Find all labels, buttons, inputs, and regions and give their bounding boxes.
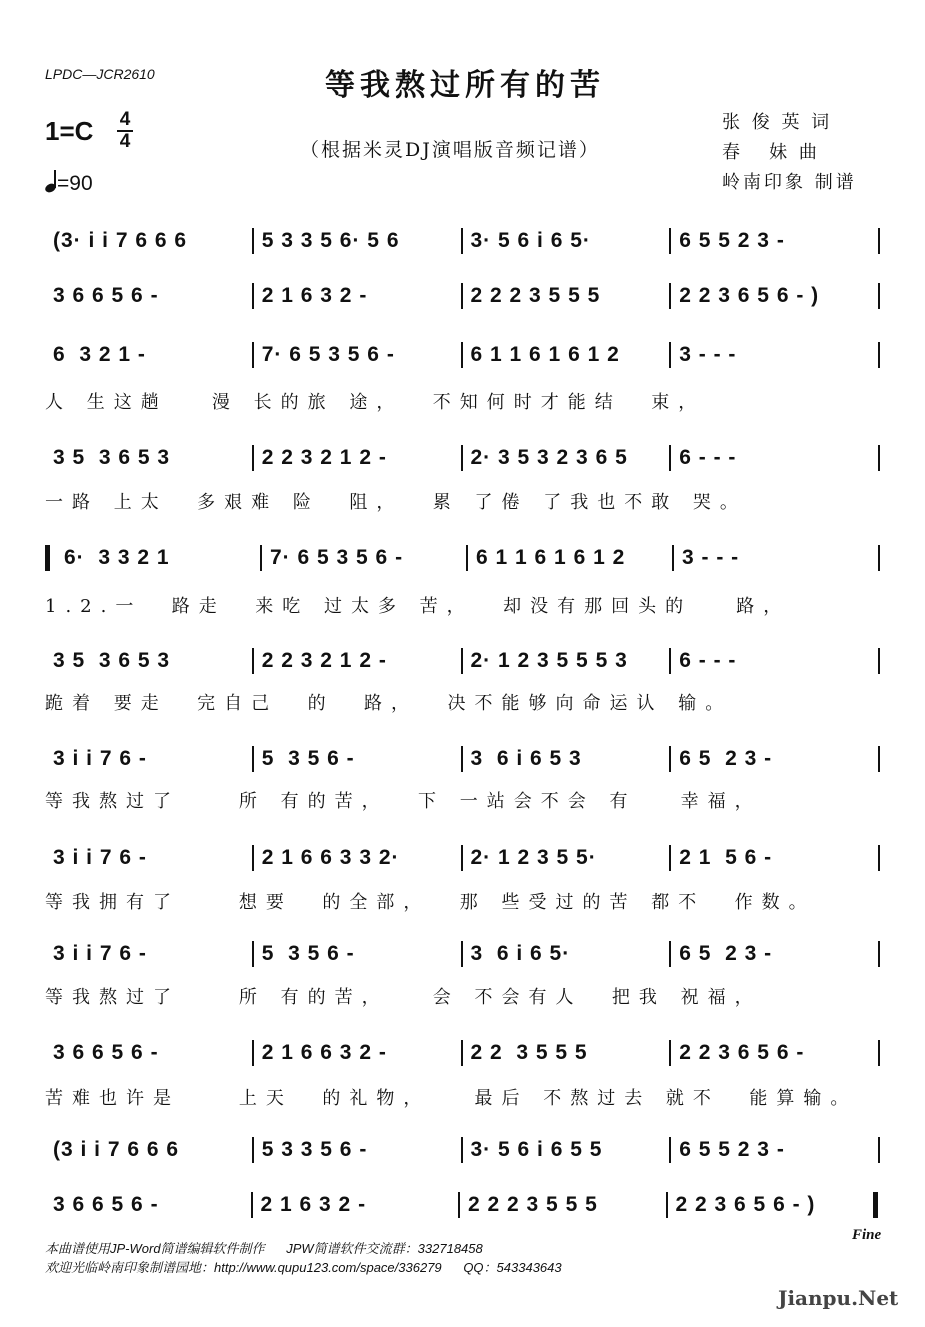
measure: 6 - - - bbox=[679, 446, 737, 469]
time-signature bbox=[117, 111, 133, 151]
measure: 3 - - - bbox=[679, 343, 737, 366]
music-row bbox=[45, 746, 880, 772]
lyric-line: 苦难也许是 上天 的礼物， 最后 不熬过去 就不 能算输。 bbox=[45, 1088, 858, 1109]
lyric-line: 人 生这趟 漫 长的旅 途， 不知何时才能结 束， bbox=[45, 392, 706, 413]
music-row bbox=[45, 648, 880, 674]
tempo-marking bbox=[45, 170, 93, 196]
music-row bbox=[45, 845, 880, 871]
lyric-line: 等我拥有了 想要 的全部， 那 些受过的苦 都不 作数。 bbox=[45, 892, 816, 913]
music-row bbox=[45, 1040, 880, 1066]
tempo-value: =90 bbox=[57, 172, 93, 195]
quarter-note-icon bbox=[45, 170, 57, 192]
measure: 6 1 1 6 1 6 1 2 bbox=[476, 546, 626, 569]
measure: 6 5 2 3 - bbox=[679, 747, 773, 770]
credits bbox=[722, 108, 857, 198]
measure: 3· 5 6 i 6 5 5 bbox=[470, 1138, 603, 1161]
measure: 3 5 3 6 5 3 bbox=[53, 446, 171, 469]
lyric-line: 等我熬过了 所 有的苦， 会 不会有人 把我 祝福， bbox=[45, 987, 762, 1008]
bar-line bbox=[878, 845, 880, 871]
song-subtitle: （根据米灵DJ演唱版音频记谱） bbox=[300, 139, 600, 161]
lyricist: 张 俊 英 词 bbox=[722, 112, 833, 133]
bar-line bbox=[878, 545, 880, 571]
score-code: LPDC—JCR2610 bbox=[45, 66, 155, 82]
measure: 6 5 2 3 - bbox=[679, 942, 773, 965]
key-signature: 1=C bbox=[45, 116, 94, 146]
measure: 2 2 3 6 5 6 - bbox=[679, 1041, 805, 1064]
measure: 2 2 3 6 5 6 - ) bbox=[679, 284, 820, 307]
music-row bbox=[45, 1192, 880, 1218]
bar-line bbox=[878, 941, 880, 967]
measure: 7· 6 5 3 5 6 - bbox=[270, 546, 404, 569]
measure: 6 5 5 2 3 - bbox=[679, 229, 785, 252]
measure: 3 i i 7 6 - bbox=[53, 942, 147, 965]
measure: 5 3 3 5 6· 5 6 bbox=[261, 229, 400, 252]
bar-line bbox=[878, 283, 880, 309]
measure: 3· 5 6 i 6 5· bbox=[470, 229, 591, 252]
measure: 5 3 5 6 - bbox=[261, 942, 355, 965]
measure: 5 3 3 5 6 - bbox=[261, 1138, 368, 1161]
measure: 2 1 6 3 2 - bbox=[260, 1193, 367, 1216]
bar-line bbox=[878, 445, 880, 471]
arranger: 岭南印象 制谱 bbox=[722, 172, 857, 193]
measure: 3 6 i 6 5· bbox=[470, 942, 571, 965]
composer: 春 妹 曲 bbox=[722, 142, 820, 163]
measure: 2 1 6 6 3 2 - bbox=[261, 1041, 387, 1064]
measure: 6 5 5 2 3 - bbox=[679, 1138, 785, 1161]
measure: 6 - - - bbox=[679, 649, 737, 672]
music-row bbox=[45, 1137, 880, 1163]
bar-line bbox=[878, 1040, 880, 1066]
measure: 3 - - - bbox=[682, 546, 740, 569]
measure: 6 1 1 6 1 6 1 2 bbox=[470, 343, 620, 366]
measure: 2 2 3 2 1 2 - bbox=[261, 649, 387, 672]
measure: 2 1 5 6 - bbox=[679, 846, 773, 869]
lyric-line: 跪着 要走 完自己 的 路， 决不能够向命运认 输。 bbox=[45, 693, 733, 714]
measure: 3 i i 7 6 - bbox=[53, 846, 147, 869]
footer-line: 本曲谱使用JP-Word简谱编辑软件制作 JPW简谱软件交流群：332718458 bbox=[45, 1241, 483, 1256]
music-row bbox=[45, 545, 880, 571]
measure: (3· i i 7 6 6 6 bbox=[53, 229, 188, 252]
measure: 3 i i 7 6 - bbox=[53, 747, 147, 770]
measure: 2 2 3 6 5 6 - ) bbox=[675, 1193, 816, 1216]
watermark: Jianpu.Net bbox=[778, 1286, 899, 1310]
measure: 6 3 2 1 - bbox=[53, 343, 146, 366]
measure: 3 6 6 5 6 - bbox=[53, 284, 159, 307]
measure: 3 5 3 6 5 3 bbox=[53, 649, 171, 672]
measure: 3 6 6 5 6 - bbox=[53, 1041, 159, 1064]
measure: 2· 1 2 3 5 5· bbox=[470, 846, 597, 869]
measure: 3 6 i 6 5 3 bbox=[470, 747, 582, 770]
measure: 2· 3 5 3 2 3 6 5 bbox=[470, 446, 628, 469]
measure: 2 1 6 6 3 3 2· bbox=[261, 846, 400, 869]
repeat-end bbox=[873, 1192, 880, 1218]
bar-line bbox=[878, 746, 880, 772]
measure: 5 3 5 6 - bbox=[261, 747, 355, 770]
fine-marking: Fine bbox=[852, 1227, 882, 1243]
measure: 2 2 2 3 5 5 5 bbox=[468, 1193, 598, 1216]
bar-line bbox=[878, 228, 880, 254]
measure: 2 2 3 2 1 2 - bbox=[261, 446, 387, 469]
bar-line bbox=[878, 1137, 880, 1163]
music-row bbox=[45, 228, 880, 254]
song-title: 等我熬过所有的苦 bbox=[325, 68, 605, 103]
repeat-start bbox=[45, 545, 52, 571]
measure: 2· 1 2 3 5 5 5 3 bbox=[470, 649, 628, 672]
music-row bbox=[45, 342, 880, 368]
music-row bbox=[45, 941, 880, 967]
measure: (3 i i 7 6 6 6 bbox=[53, 1138, 180, 1161]
measure: 7· 6 5 3 5 6 - bbox=[261, 343, 395, 366]
lyric-line: 一路 上太 多艰难 险 阻， 累 了倦 了我也不敢 哭。 bbox=[45, 492, 747, 513]
bar-line bbox=[878, 648, 880, 674]
lyric-line: 等我熬过了 所 有的苦， 下 一站会不会 有 幸福， bbox=[45, 791, 762, 812]
footer-line: 欢迎光临岭南印象制谱园地：http://www.qupu123.com/space/336279 QQ：543343643 bbox=[45, 1260, 562, 1275]
lyric-line: 1.2.一 路走 来吃 过太多 苦， 却没有那回头的 路， bbox=[45, 596, 791, 617]
music-row bbox=[45, 445, 880, 471]
bar-line bbox=[878, 342, 880, 368]
time-top: 4 bbox=[119, 109, 131, 130]
measure: 2 2 3 5 5 5 bbox=[470, 1041, 588, 1064]
time-bottom: 4 bbox=[119, 131, 131, 152]
measure: 6· 3 3 2 1 bbox=[64, 546, 170, 569]
measure: 2 1 6 3 2 - bbox=[261, 284, 368, 307]
measure: 3 6 6 5 6 - bbox=[53, 1193, 159, 1216]
music-row bbox=[45, 283, 880, 309]
measure: 2 2 2 3 5 5 5 bbox=[470, 284, 601, 307]
